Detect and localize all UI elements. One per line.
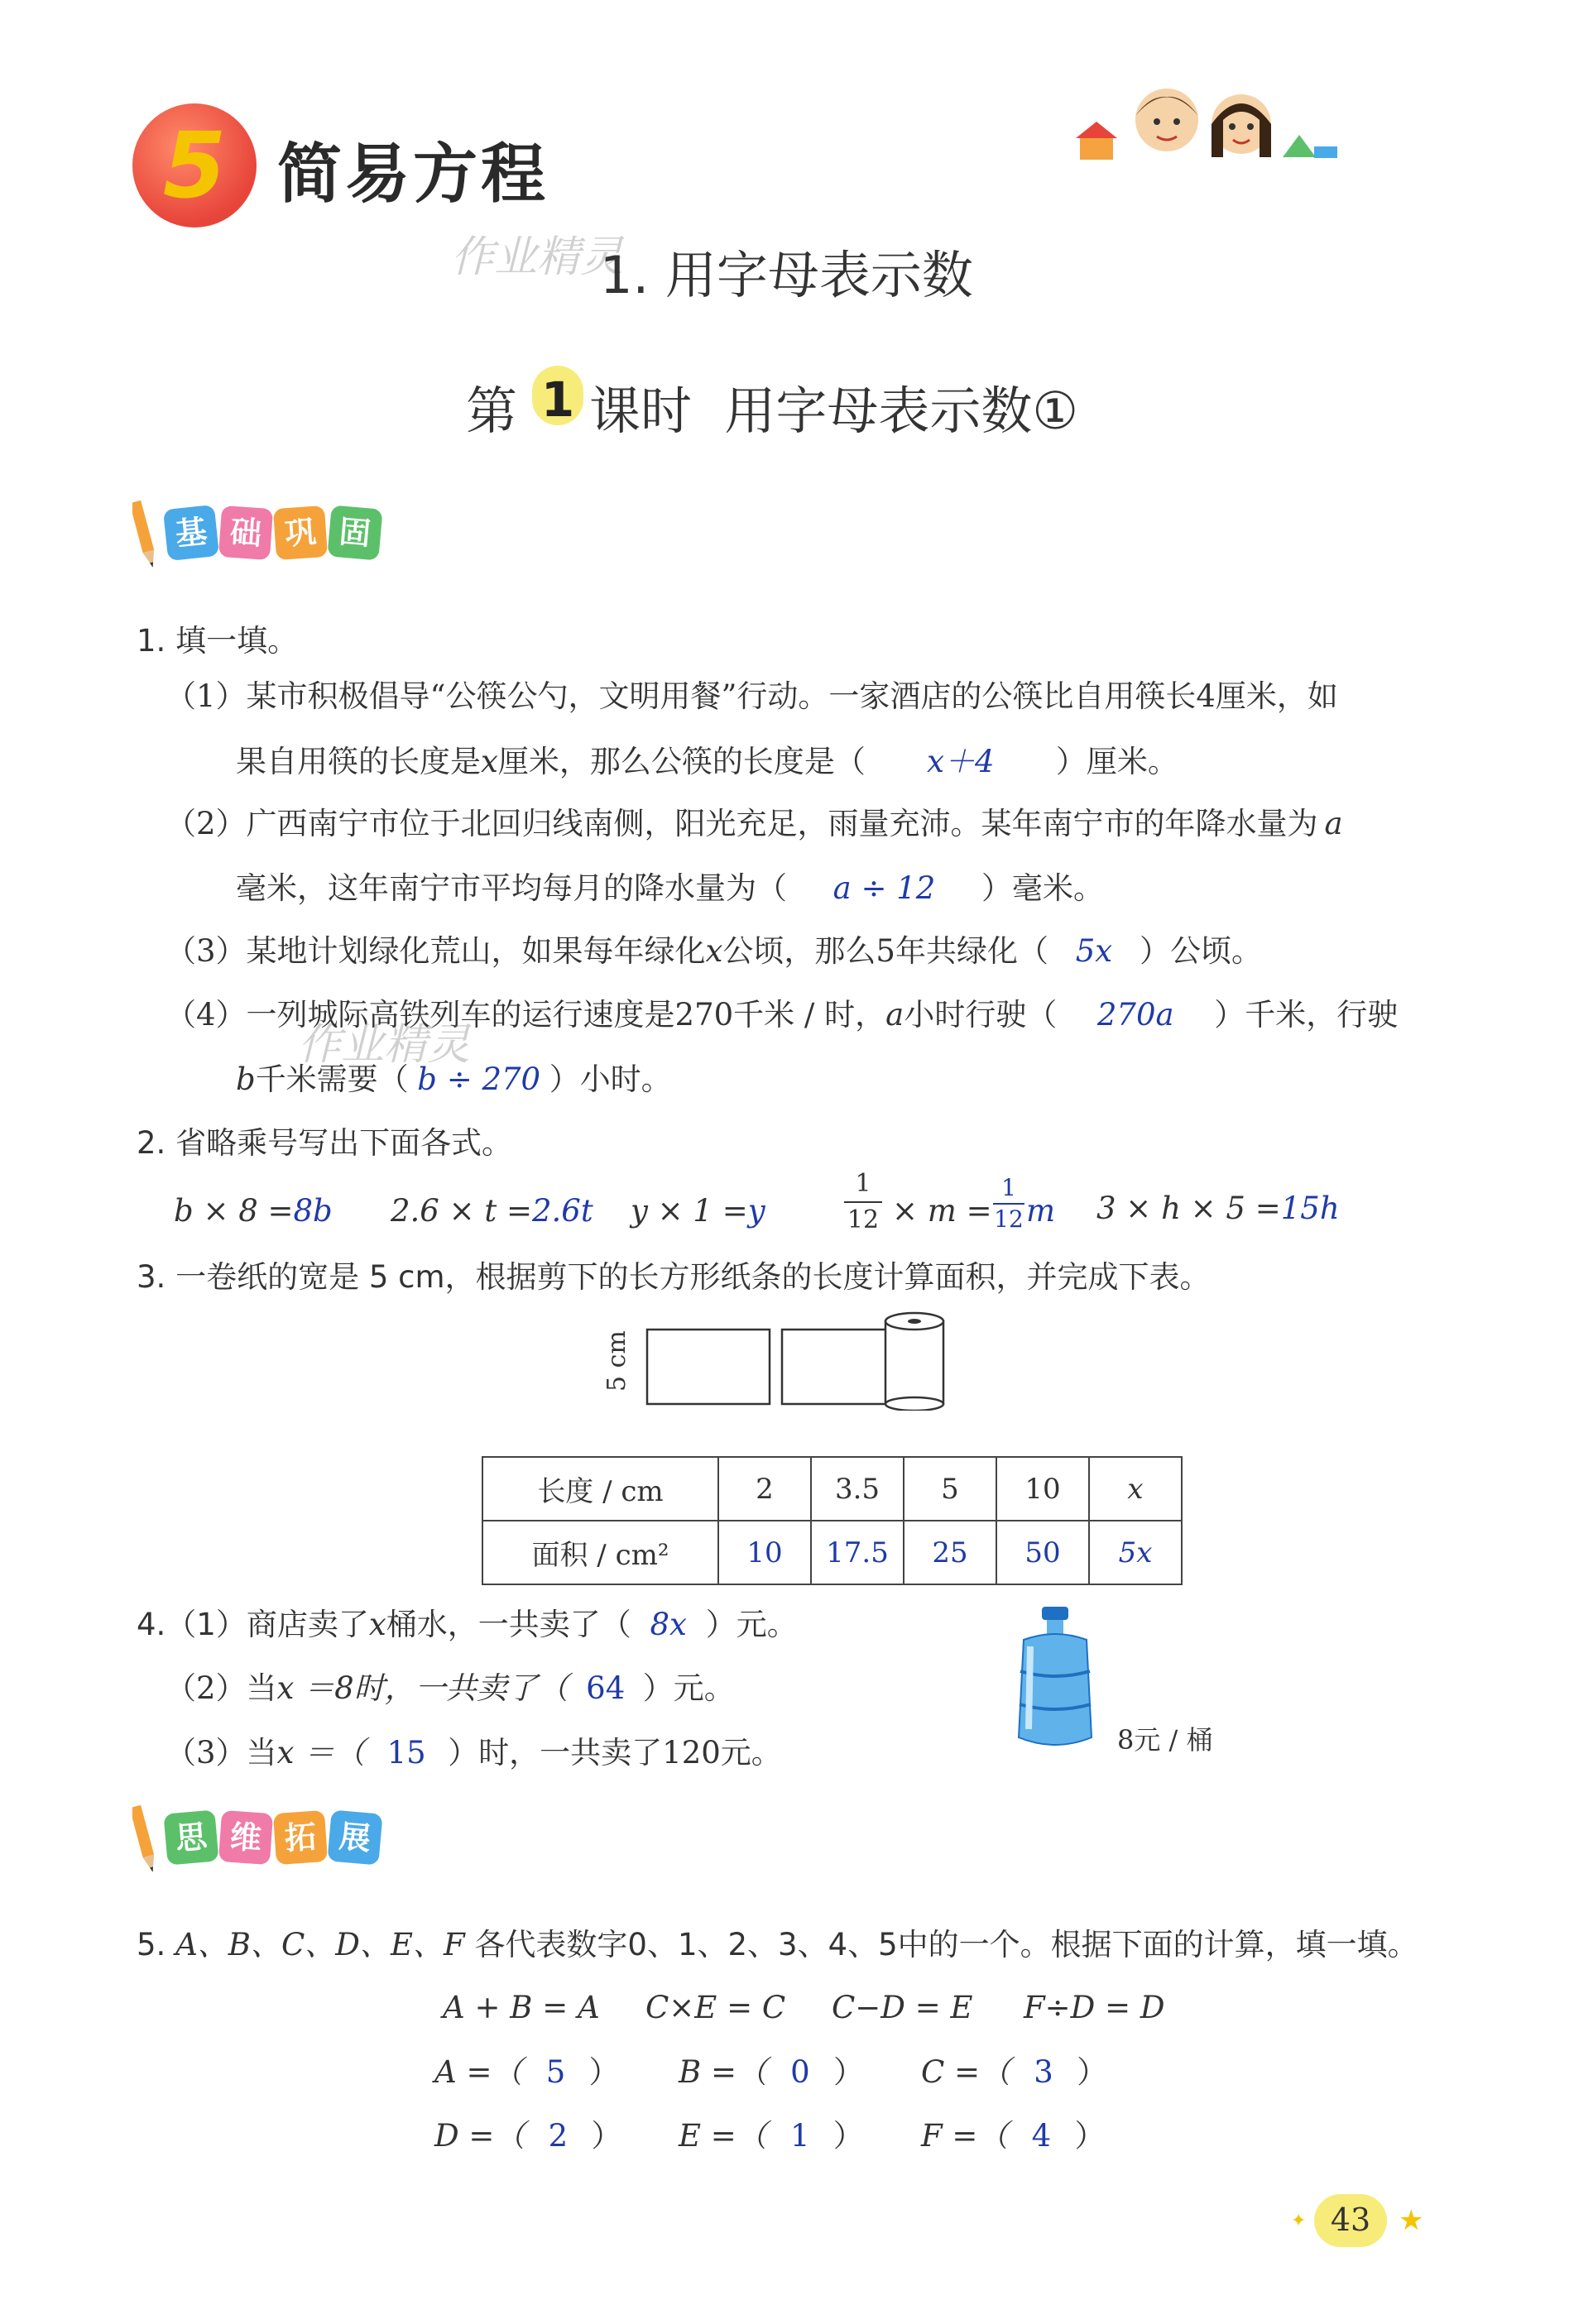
answer-field[interactable]: x＋4	[927, 744, 995, 779]
answer-field[interactable]: 64	[586, 1670, 626, 1706]
answer-field[interactable]: 8x	[650, 1607, 687, 1642]
q1-p4-line1: （4）一列城际高铁列车的运行速度是270千米 / 时，a小时行驶（ 270a ）千米，行驶	[166, 997, 1399, 1033]
star-icon-right: ★	[1399, 2204, 1424, 2237]
answer-field[interactable]: a ÷ 12	[832, 870, 936, 906]
thinking-extension-banner	[132, 1805, 414, 1867]
chapter-title: 简易方程	[277, 137, 549, 212]
kids-illustration	[1076, 79, 1341, 170]
q5-eq-3: C−D = E	[832, 1990, 973, 2025]
q5-answer-F: F =（ 4 ）	[921, 2118, 1106, 2154]
table-row	[482, 1521, 1182, 1584]
worksheet-page: 5 简易方程 作业精灵 1. 用字母表示数 第 1 课时 用字母表示数① 基 础 巩 固 1. 填一填。 （1）某市积极倡导“公筷公勺，文明用餐”行动。一家酒店的公筷比自用筷长4厘米，如 果自用筷的长度是x厘米，那么公筷的长度是（ x＋4 ）厘米。 （2）广西南宁市位于北回归线南侧，阳光充足，雨量充沛。某年南宁市的年降水量为 a 毫米，这年南宁市平均每月的降水量为（ a ÷ 12 ）毫米。 （3）某地计划绿化荒山，如果每年绿化x公顷，那么5年共绿化（ 5x ）公顷。 （4）一列城际高铁列车的运行速度是270千米 / 时，a小时行驶（ 270a ）千米，行驶 b千米需要（ b ÷ 270 ）小时。 作业精灵 2. 省略乘号写出下面各式。 b × 8 =8b 2.6 × t =2.6t y × 1 =y 1 12 × m = 1 12 m 3 × h × 5 =15h 3. 一卷纸的宽是 5 cm，根据剪下的长方形纸条的长度计算面积，并完成下表。 5 cm 长度 / cm 2 3.5 5 10 x 面积 / cm² 10 17.5 25 50 5x 4.（1）商店卖了x桶水，一共卖了（ 8x ）元。 （2）当x ＝8时，一共卖了（ 64 ）元。 （3）当x ＝（ 15 ）时，一共卖了120元。 8元 / 桶 思 维 拓 展 5. A、B、C、D、E、F 各代表数字0、1、2、3、4、5中的一个。根据下面的计算，填一填。 A + B = A C×E = C C−D = E F÷D = D A =（ 5 ） B =（ 0 ） C =（ 3 ） D =（ 2 ） E =（ 1 ） F =（ 4 ） ✦ 43 ★	[0, 0, 1593, 2324]
answer-field[interactable]: 4	[1031, 2118, 1052, 2154]
q2-expr-4-mid: × m =	[892, 1193, 992, 1229]
answer-cell[interactable]: 50	[996, 1521, 1089, 1584]
answer-field[interactable]: 2	[548, 2118, 569, 2154]
pencil-icon	[132, 501, 157, 575]
section-title: 1. 用字母表示数	[600, 245, 973, 305]
q5-answer-B: B =（ 0 ）	[679, 2054, 864, 2090]
q5-answer-D: D =（ 2 ）	[434, 2118, 622, 2154]
watermark-2: 作业精灵	[298, 1020, 471, 1070]
answer-cell[interactable]: 5x	[1089, 1521, 1182, 1584]
q2-expr-4-answer-fraction[interactable]: 1 12	[994, 1174, 1024, 1233]
table-cell: 3.5	[811, 1457, 904, 1521]
q1-title: 1. 填一填。	[137, 623, 299, 659]
answer-field[interactable]: 1	[790, 2118, 810, 2154]
q5-title: 5. A、B、C、D、E、F 各代表数字0、1、2、3、4、5中的一个。根据下面的计算，填一填。	[137, 1927, 1418, 1962]
q1-p1-line2: 果自用筷的长度是x厘米，那么公筷的长度是（ x＋4 ）厘米。	[236, 744, 1178, 779]
q3-title: 3. 一卷纸的宽是 5 cm，根据剪下的长方形纸条的长度计算面积，并完成下表。	[137, 1259, 1211, 1295]
answer-cell[interactable]: 10	[718, 1521, 811, 1584]
answer-field[interactable]: 270a	[1096, 997, 1174, 1033]
basic-practice-banner	[132, 501, 414, 563]
answer-field[interactable]: 5	[545, 2054, 566, 2090]
banner-char: 维	[218, 1810, 273, 1865]
water-bottle-icon	[1005, 1605, 1105, 1754]
answer-field[interactable]: 0	[790, 2054, 810, 2090]
answer-field[interactable]: b ÷ 270	[417, 1061, 541, 1097]
table-cell: x	[1089, 1457, 1182, 1521]
answer-field[interactable]: 15	[386, 1735, 426, 1771]
q2-expr-4-fraction: 1 12	[844, 1172, 882, 1233]
banner-char: 础	[218, 506, 273, 560]
page-number: 43	[1330, 2202, 1371, 2238]
table-cell: 10	[996, 1457, 1089, 1521]
q2-expr-4-answer-var[interactable]: m	[1026, 1193, 1056, 1229]
answer-field[interactable]: 5x	[1075, 933, 1113, 969]
q4-p2: （2）当x ＝8时，一共卖了（ 64 ）元。	[166, 1670, 735, 1706]
banner-char: 巩	[273, 506, 328, 560]
q4-p3: （3）当x ＝（ 15 ）时，一共卖了120元。	[166, 1735, 782, 1771]
lesson-prefix: 第	[466, 381, 518, 441]
lesson-title: 课时 用字母表示数①	[589, 381, 1078, 441]
table-row	[482, 1457, 1182, 1521]
star-icon-left: ✦	[1291, 2211, 1307, 2231]
answer-field[interactable]: 8b	[293, 1193, 333, 1229]
q2-title: 2. 省略乘号写出下面各式。	[137, 1125, 513, 1161]
q1-p2-line2: 毫米，这年南宁市平均每月的降水量为（ a ÷ 12 ）毫米。	[236, 870, 1104, 906]
banner-char: 拓	[273, 1810, 328, 1865]
q1-p1-line1: （1）某市积极倡导“公筷公勺，文明用餐”行动。一家酒店的公筷比自用筷长4厘米，如	[166, 678, 1338, 714]
banner-char: 固	[327, 505, 382, 560]
answer-cell[interactable]: 17.5	[811, 1521, 904, 1584]
answer-field[interactable]: 2.6t	[532, 1193, 593, 1229]
q1-p4-line2: b千米需要（ b ÷ 270 ）小时。	[236, 1061, 672, 1097]
q5-eq-1: A + B = A	[443, 1990, 600, 2025]
q4-p1: 4.（1）商店卖了x桶水，一共卖了（ 8x ）元。	[137, 1607, 798, 1642]
table-cell: 5	[904, 1457, 996, 1521]
answer-cell[interactable]: 25	[904, 1521, 996, 1584]
lesson-number: 1	[540, 371, 575, 428]
row-header: 长度 / cm	[482, 1457, 718, 1521]
price-label: 8元 / 桶	[1117, 1724, 1213, 1756]
banner-char: 展	[327, 1809, 382, 1865]
banner-char: 基	[163, 505, 219, 561]
answer-field[interactable]: y	[747, 1193, 765, 1229]
q1-p3: （3）某地计划绿化荒山，如果每年绿化x公顷，那么5年共绿化（ 5x ）公顷。	[166, 933, 1262, 969]
table-cell: 2	[718, 1457, 811, 1521]
watermark: 作业精灵	[451, 232, 624, 282]
paper-roll-illustration	[637, 1311, 976, 1411]
q2-expr-2: 2.6 × t =2.6t	[391, 1193, 593, 1229]
q2-expr-5: 3 × h × 5 =15h	[1096, 1191, 1340, 1226]
q2-expr-3: y × 1 =y	[631, 1193, 765, 1229]
q5-eq-4: F÷D = D	[1024, 1990, 1165, 2025]
q5-answer-A: A =（ 5 ）	[434, 2054, 620, 2090]
answer-field[interactable]: 15h	[1280, 1191, 1340, 1226]
length-area-table	[482, 1456, 1183, 1585]
pencil-icon	[132, 1805, 157, 1880]
q5-answer-E: E =（ 1 ）	[679, 2118, 864, 2154]
banner-char: 思	[163, 1809, 218, 1865]
q5-eq-2: C×E = C	[645, 1990, 786, 2025]
q5-answer-C: C =（ 3 ）	[921, 2054, 1108, 2090]
q2-expr-1: b × 8 =8b	[174, 1193, 333, 1229]
row-header: 面积 / cm²	[482, 1521, 718, 1584]
q1-p2-line1: （2）广西南宁市位于北回归线南侧，阳光充足，雨量充沛。某年南宁市的年降水量为 a	[166, 806, 1343, 841]
chapter-number: 5	[162, 113, 227, 218]
answer-field[interactable]: 3	[1034, 2054, 1053, 2090]
